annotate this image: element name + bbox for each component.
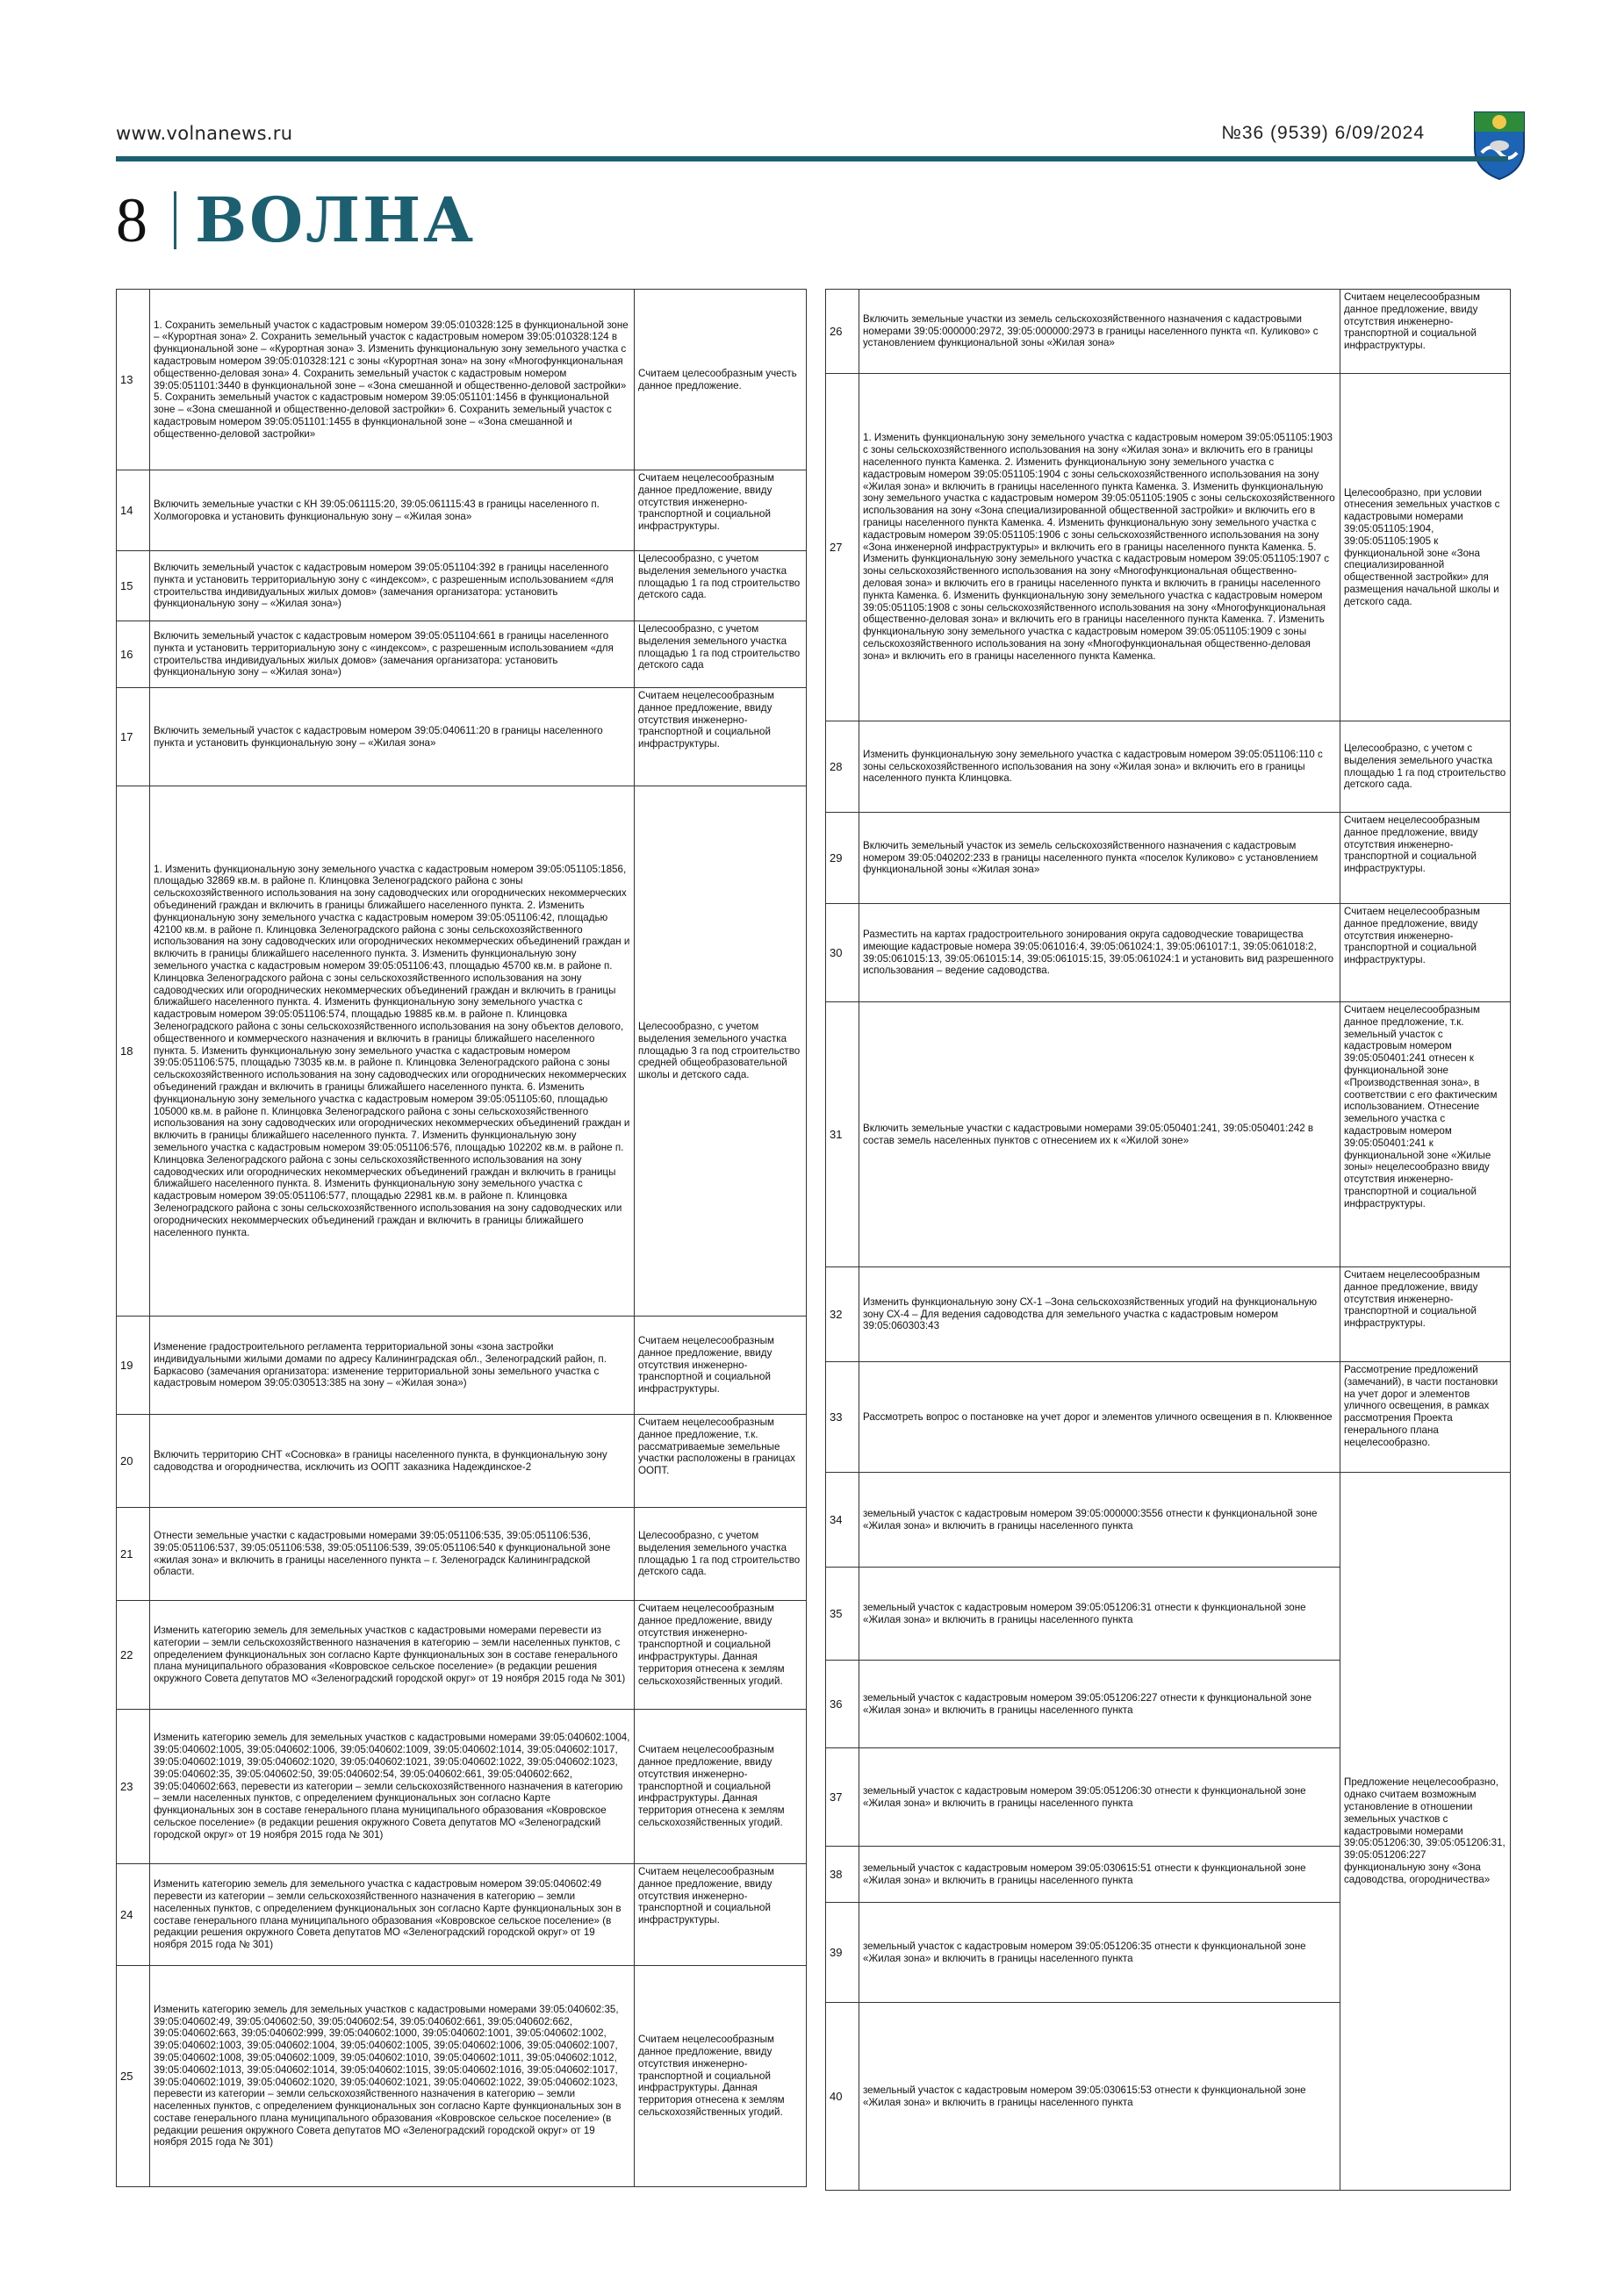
row-number: 27	[826, 374, 859, 721]
row-number: 24	[117, 1864, 150, 1966]
proposal-text: Разместить на картах градостроительного зонирования округа садоводческие товарищества имеющие кадастровые номера 39:05:061016:4, 39:05:061024:1, 39:05:061017:1, 39:05:061018:2, 39:05:061015:13, 39:05:061015:14, 39:05:061015:15, 39:05:061024:1 и установить вид разрешенного использования – ведение садоводства.	[859, 904, 1340, 1002]
proposal-text: Включить территорию СНТ «Сосновка» в границы населенного пункта, в функциональную зону садоводства и огородничества, исключить из ООПТ заказника Надеждинское-2	[150, 1415, 635, 1508]
right-table-column	[825, 289, 1510, 2191]
table-row	[826, 374, 1511, 721]
row-number: 37	[826, 1748, 859, 1847]
table-row	[117, 551, 807, 621]
proposal-text: Рассмотреть вопрос о постановке на учет дорог и элементов уличного освещения в п. Клюквенное	[859, 1362, 1340, 1473]
page-number: 8	[116, 185, 147, 255]
row-number: 34	[826, 1473, 859, 1568]
proposal-text: Изменить категорию земель для земельных участков с кадастровыми номерами перевести из категории – земли сельскохозяйственного назначения в категорию – земли населенных пунктов, с определением функциональных зон согласно Карте функциональных зон в составе генерального плана муниципального образования «Ковровское сельское поселение» (в редакции решения окружного Совета депутатов МО «Зеленоградский городской округ» от 19 ноября 2015 года № 301)	[150, 1601, 635, 1710]
row-number: 23	[117, 1710, 150, 1864]
proposal-text: Изменить категорию земель для земельных участков с кадастровыми номерами 39:05:040602:1004, 39:05:040602:1005, 39:05:040602:1006, 39:05:040602:1009, 39:05:040602:1014, 39:05:040602:1017, 39:05:040602:1019, 39:05:040602:1020, 39:05:040602:1021, 39:05:040602:1022, 39:05:040602:1023, 39:05:040602:35, 39:05:040602:50, 39:05:040602:54, 39:05:040602:661, 39:05:040602:662, 39:05:040602:663, перевести из категории – земли сельскохозяйственного назначения в категорию – земли населенных пунктов, с определением функциональных зон согласно Карте функциональных зон в составе генерального плана муниципального образования «Ковровское сельское поселение» (в редакции решения окружного Совета депутатов МО «Зеленоградский городской округ» от 19 ноября 2015 года № 301)	[150, 1710, 635, 1864]
row-number: 32	[826, 1267, 859, 1362]
proposal-text: земельный участок с кадастровым номером 39:05:030615:53 отнести к функциональной зоне «Жилая зона» и включить в границы населенного пункта	[859, 2003, 1340, 2191]
table-row	[117, 1415, 807, 1508]
proposal-text: Включить земельные участки из земель сельскохозяйственного назначения с кадастровыми номерами 39:05:000000:2972, 39:05:000000:2973 в границы населенного пункта «п. Куликово» с установлением функциональной зоны «Жилая зона»	[859, 290, 1340, 374]
row-number: 25	[117, 1966, 150, 2187]
conclusion-text: Считаем нецелесообразным данное предложение, ввиду отсутствия инженерно-транспортной и социальной инфраструктуры.	[1340, 904, 1511, 1002]
masthead-title: ВОЛНА	[195, 183, 477, 256]
row-number: 33	[826, 1362, 859, 1473]
row-number: 15	[117, 551, 150, 621]
conclusion-text: Считаем нецелесообразным данное предложение, ввиду отсутствия инженерно-транспортной и социальной инфраструктуры.	[635, 1864, 807, 1966]
row-number: 19	[117, 1317, 150, 1415]
row-number: 26	[826, 290, 859, 374]
newspaper-masthead	[195, 183, 477, 256]
proposal-text: земельный участок с кадастровым номером 39:05:030615:51 отнести к функциональной зоне «Жилая зона» и включить в границы населенного пункта	[859, 1847, 1340, 1903]
conclusion-text: Целесообразно, с учетом выделения земельного участка площадью 1 га под строительство детского сада.	[635, 551, 807, 621]
table-row	[117, 290, 807, 470]
table-row	[117, 1317, 807, 1415]
table-row	[826, 813, 1511, 904]
proposal-text: Изменение градостроительного регламента территориальной зоны «зона застройки индивидуальными жилыми домами по адресу Калининградская обл., Зеленоградский район, п. Баркасово (замечания организатора: изменение территориальной зоны земельного участка с кадастровым номером 39:05:030513:385 на зону – «Жилая зона»)	[150, 1317, 635, 1415]
row-number: 28	[826, 721, 859, 813]
conclusion-text: Считаем нецелесообразным данное предложение, ввиду отсутствия инженерно-транспортной и социальной инфраструктуры.	[1340, 813, 1511, 904]
proposal-text: Включить земельные участки с кадастровыми номерами 39:05:050401:241, 39:05:050401:242 в состав земель населенных пунктов с отнесением их к «Жилой зоне»	[859, 1002, 1340, 1267]
row-number: 17	[117, 688, 150, 786]
conclusion-text: Считаем нецелесообразным данное предложение, ввиду отсутствия инженерно-транспортной и социальной инфраструктуры.	[1340, 1267, 1511, 1362]
table-row	[117, 1508, 807, 1601]
row-number: 16	[117, 621, 150, 688]
proposal-text: 1. Изменить функциональную зону земельного участка с кадастровым номером 39:05:051105:1856, площадью 32869 кв.м. в районе п. Клинцовка Зеленоградского района с зоны сельскохозяйственного использования на зону садоводческих или огороднических некоммерческих объединений граждан и включить в границы ближайшего населенного пункта. 2. Изменить функциональную зону земельного участка с кадастровым номером 39:05:051106:42, площадью 42100 кв.м. в районе п. Клинцовка Зеленоградского района с зоны сельскохозяйственного использования на зону садоводческих или огороднических некоммерческих объединений граждан и включить в границы ближайшего населенного пункта. 3. Изменить функциональную зону земельного участка с кадастровым номером 39:05:051106:43, площадью 45700 кв.м. в районе п. Клинцовка Зеленоградского района с зоны сельскохозяйственного использования на зону садоводческих или огороднических некоммерческих объединений граждан и включить в границы ближайшего населенного пункта. 4. Изменить функциональную зону земельного участка с кадастровым номером 39:05:051106:574, площадью 19885 кв.м. в районе п. Клинцовка Зеленоградского района с зоны сельскохозяйственного использования на зону объектов делового, общественного и коммерческого назначения и включить в границы ближайшего населенного пункта. 5. Изменить функциональную зону земельного участка с кадастровым номером 39:05:051106:575, площадью 73035 кв.м. в районе п. Клинцовка Зеленоградского района с зоны сельскохозяйственного использования на зону садоводческих или огороднических некоммерческих объединений граждан и включить в границы ближайшего населенного пункта. 6. Изменить функциональную зону земельного участка с кадастровым номером 39:05:051105:60, площадью 105000 кв.м. в районе п. Клинцовка Зеленоградского района с зоны сельскохозяйственного использования на зону садоводческих или огороднических некоммерческих объединений граждан и включить в границы ближайшего населенного пункта. 7. Изменить функциональную зону земельного участка с кадастровым номером 39:05:051106:576, площадью 102202 кв.м. в районе п. Клинцовка Зеленоградского района с зоны сельскохозяйственного использования на зону садоводческих или огороднических некоммерческих объединений граждан и включить в границы ближайшего населенного пункта. 8. Изменить функциональную зону земельного участка с кадастровым номером 39:05:051106:577, площадью 22981 кв.м. в районе п. Клинцовка Зеленоградского района с зоны сельскохозяйственного использования на зону садоводческих или огороднических некоммерческих объединений граждан и включить в границы ближайшего населенного пункта.	[150, 786, 635, 1317]
conclusion-text: Считаем нецелесообразным данное предложение, ввиду отсутствия инженерно-транспортной и социальной инфраструктуры. Данная территория отнесена к землям сельскохозяйственных угодий.	[635, 1710, 807, 1864]
row-number: 18	[117, 786, 150, 1317]
site-url[interactable]: www.volnanews.ru	[116, 123, 293, 144]
table-row	[826, 1267, 1511, 1362]
proposal-text: земельный участок с кадастровым номером 39:05:051206:31 отнести к функциональной зоне «Жилая зона» и включить в границы населенного пункта	[859, 1568, 1340, 1661]
conclusion-text: Считаем нецелесообразным данное предложение, ввиду отсутствия инженерно-транспортной и социальной инфраструктуры.	[635, 1317, 807, 1415]
proposal-text: Изменить функциональную зону земельного участка с кадастровым номером 39:05:051106:110 с зоны сельскохозяйственного использования на зону «Жилая зона» и включить его в границы населенного пункта Клинцовка.	[859, 721, 1340, 813]
table-row	[117, 621, 807, 688]
proposal-text: земельный участок с кадастровым номером 39:05:051206:227 отнести к функциональной зоне «Жилая зона» и включить в границы населенного пункта	[859, 1661, 1340, 1748]
table-row	[117, 470, 807, 551]
proposal-text: Отнести земельные участки с кадастровыми номерами 39:05:051106:535, 39:05:051106:536, 39:05:051106:537, 39:05:051106:538, 39:05:051106:539, 39:05:051106:540 к функциональной зоне «жилая зона» и включить в границы населенного пункта – г. Зеленоградск Калининградской области.	[150, 1508, 635, 1601]
issue-number-date: №36 (9539) 6/09/2024	[1221, 123, 1425, 143]
left-table-column	[116, 289, 806, 2187]
conclusion-text: Рассмотрение предложений (замечаний), в части постановки на учет дорог и элементов уличного освещения, в рамках рассмотрения Проекта генерального плана нецелесообразно.	[1340, 1362, 1511, 1473]
proposal-text: земельный участок с кадастровым номером 39:05:051206:30 отнести к функциональной зоне «Жилая зона» и включить в границы населенного пункта	[859, 1748, 1340, 1847]
row-number: 30	[826, 904, 859, 1002]
proposal-text: Включить земельный участок из земель сельскохозяйственного назначения с кадастровым номером 39:05:040202:233 в границы населенного пункта «поселок Куликово» с установлением функциональной зоны «Жилая зона»	[859, 813, 1340, 904]
table-row	[826, 721, 1511, 813]
proposal-text: Изменить категорию земель для земельного участка с кадастровым номером 39:05:040602:49 перевести из категории – земли сельскохозяйственного назначения в категорию – земли населенных пунктов, с определением функциональных зон согласно Карте функциональных зон в составе генерального плана муниципального образования «Ковровское сельское поселение» (в редакции решения окружного Совета депутатов МО «Зеленоградский городской округ» от 19 ноября 2015 года № 301)	[150, 1864, 635, 1966]
table-row	[117, 1864, 807, 1966]
proposal-text: Включить земельный участок с кадастровым номером 39:05:051104:661 в границы населенного пункта и установить территориальную зону с «индексом», с разрешенным использованием «для строительства индивидуальных жилых домов» (замечания организатора: установить функциональную зону – «Жилая зона»)	[150, 621, 635, 688]
proposal-text: Изменить функциональную зону СХ-1 –Зона сельскохозяйственных угодий на функциональную зону СХ-4 – Для ведения садоводства для земельного участка с кадастровым номером 39:05:060303:43	[859, 1267, 1340, 1362]
proposals-table-right	[825, 289, 1511, 2191]
conclusion-text: Считаем нецелесообразным данное предложение, ввиду отсутствия инженерно-транспортной и социальной инфраструктуры.	[1340, 290, 1511, 374]
conclusion-text: Целесообразно, с учетом выделения земельного участка площадью 1 га под строительство детского сада.	[635, 1508, 807, 1601]
row-number: 38	[826, 1847, 859, 1903]
proposal-text: Включить земельный участок с кадастровым номером 39:05:051104:392 в границы населенного пункта и установить территориальную зону с «индексом», с разрешенным использованием «для строительства индивидуальных жилых домов» (замечания организатора: установить функциональную зону – «Жилая зона»)	[150, 551, 635, 621]
conclusion-text: Целесообразно, с учетом с выделения земельного участка площадью 1 га под строительство детского сада.	[1340, 721, 1511, 813]
row-number: 20	[117, 1415, 150, 1508]
row-number: 22	[117, 1601, 150, 1710]
conclusion-text: Считаем нецелесообразным данное предложение, ввиду отсутствия инженерно-транспортной и социальной инфраструктуры. Данная территория отнесена к землям сельскохозяйственных угодий.	[635, 1601, 807, 1710]
row-number: 36	[826, 1661, 859, 1748]
proposal-text: Изменить категорию земель для земельных участков с кадастровыми номерами 39:05:040602:35, 39:05:040602:49, 39:05:040602:50, 39:05:040602:54, 39:05:040602:661, 39:05:040602:662, 39:05:040602:663, 39:05:040602:999, 39:05:040602:1000, 39:05:040602:1001, 39:05:040602:1002, 39:05:040602:1003, 39:05:040602:1004, 39:05:040602:1005, 39:05:040602:1006, 39:05:040602:1007, 39:05:040602:1008, 39:05:040602:1009, 39:05:040602:1010, 39:05:040602:1011, 39:05:040602:1012, 39:05:040602:1013, 39:05:040602:1014, 39:05:040602:1015, 39:05:040602:1016, 39:05:040602:1017, 39:05:040602:1019, 39:05:040602:1020, 39:05:040602:1021, 39:05:040602:1022, 39:05:040602:1023, перевести из категории – земли сельскохозяйственного назначения в категорию – земли населенных пунктов, с определением функциональных зон согласно Карте функциональных зон в составе генерального плана муниципального образования «Ковровское сельское поселение» (в редакции решения окружного Совета депутатов МО «Зеленоградский городской округ» от 19 ноября 2015 года № 301)	[150, 1966, 635, 2187]
table-row	[117, 786, 807, 1317]
header-rule	[116, 156, 1508, 161]
conclusion-text: Целесообразно, при условии отнесения земельных участков с кадастровыми номерами 39:05:051105:1904, 39:05:051105:1905 к функциональной зоне «Зона специализированной общественной застройки» для размещения начальной школы и детского сада.	[1340, 374, 1511, 721]
row-number: 13	[117, 290, 150, 470]
row-number: 14	[117, 470, 150, 551]
conclusion-text: Целесообразно, с учетом выделения земельного участка площадью 3 га под строительство средней общеобразовательной школы и детского сада.	[635, 786, 807, 1317]
proposal-text: Включить земельный участок с кадастровым номером 39:05:040611:20 в границы населенного пункта и установить функциональную зону – «Жилая зона»	[150, 688, 635, 786]
row-number: 35	[826, 1568, 859, 1661]
table-row	[117, 1601, 807, 1710]
row-number: 40	[826, 2003, 859, 2191]
conclusion-text: Считаем целесообразным учесть данное предложение.	[635, 290, 807, 470]
conclusion-text: Считаем нецелесообразным данное предложение, т.к. земельный участок с кадастровым номером 39:05:050401:241 отнесен к функциональной зоне «Производственная зона», в соответствии с его фактическим использованием. Отнесение земельного участка с кадастровым номером 39:05:050401:241 к функциональной зоне «Жилые зоны» нецелесообразно ввиду отсутствия инженерно-транспортной и социальной инфраструктуры.	[1340, 1002, 1511, 1267]
conclusion-text: Целесообразно, с учетом выделения земельного участка площадью 1 га под строительство детского сада	[635, 621, 807, 688]
coat-of-arms-icon	[1471, 107, 1527, 181]
table-row	[117, 688, 807, 786]
conclusion-text: Считаем нецелесообразным данное предложение, ввиду отсутствия инженерно-транспортной и социальной инфраструктуры. Данная территория отнесена к землям сельскохозяйственных угодий.	[635, 1966, 807, 2187]
proposal-text: 1. Сохранить земельный участок с кадастровым номером 39:05:010328:125 в функциональной зоне – «Курортная зона» 2. Сохранить земельный участок с кадастровым номером 39:05:010328:124 в функциональной зоне – «Курортная зона» 3. Изменить функциональную зону земельного участка с кадастровым номером 39:05:010328:121 с зоны «Курортная зона» на зону «Многофункциональная общественно-деловая зона» 4. Сохранить земельный участок с кадастровым номером 39:05:051101:3440 в функциональной зоне – «Зона смешанной и общественно-деловой застройки» 5. Сохранить земельный участок с кадастровым номером 39:05:051101:1456 в функциональной зоне – «Зона смешанной и общественно-деловой застройки» 6. Сохранить земельный участок с кадастровым номером 39:05:051101:1455 в функциональной зоне – «Зона смешанной и общественно-деловой застройки»	[150, 290, 635, 470]
proposal-text: земельный участок с кадастровым номером 39:05:000000:3556 отнести к функциональной зоне «Жилая зона» и включить в границы населенного пункта	[859, 1473, 1340, 1568]
row-number: 31	[826, 1002, 859, 1267]
table-row	[826, 904, 1511, 1002]
masthead-divider	[174, 191, 176, 249]
row-number: 39	[826, 1903, 859, 2003]
conclusion-text: Считаем нецелесообразным данное предложение, т.к. рассматриваемые земельные участки расположены в границах ООПТ.	[635, 1415, 807, 1508]
table-row	[826, 1002, 1511, 1267]
proposal-text: земельный участок с кадастровым номером 39:05:051206:35 отнести к функциональной зоне «Жилая зона» и включить в границы населенного пункта	[859, 1903, 1340, 2003]
merged-conclusion-text: Предложение нецелесообразно, однако считаем возможным установление в отношении земельных участков с кадастровыми номерами 39:05:051206:30, 39:05:051206:31, 39:05:051206:227 функциональную зону «Зона садоводства, огородничества»	[1340, 1473, 1511, 2191]
row-number: 21	[117, 1508, 150, 1601]
proposals-table-left	[116, 289, 807, 2187]
proposal-text: 1. Изменить функциональную зону земельного участка с кадастровым номером 39:05:051105:1903 с зоны сельскохозяйственного использования на зону «Жилая зона» и включить его в границы населенного пункта Каменка. 2. Изменить функциональную зону земельного участка с кадастровым номером 39:05:051105:1904 с зоны сельскохозяйственного использования на зону «Жилая зона» и включить в границы населенного пункта Каменка. 3. Изменить функциональную зону земельного участка с кадастровым номером 39:05:051105:1905 с зоны сельскохозяйственного использования на зону «Зона специализированной общественной застройки» и включить его в границы населенного пункта Каменка. 4. Изменить функциональную зону земельного участка с кадастровым номером 39:05:051105:1906 с зоны сельскохозяйственного использования на зону «Зона инженерной инфраструктуры» и включить его в границы населенного пункта Каменка. 5. Изменить функциональную зону земельного участка с кадастровым номером 39:05:051105:1907 с зоны сельскохозяйственного использования на зону «Многофункциональная общественно-деловая зона» и включить его в границы населенного пункта и включить в границы населенного пункта Каменка. 6. Изменить функциональную зону земельного участка с кадастровым номером 39:05:051105:1908 с зоны сельскохозяйственного использования на зону «Многофункциональная общественно-деловая зона» и включить его в границы населенного пункта Каменка. 7. Изменить функциональную зону земельного участка с кадастровым номером 39:05:051105:1909 с зоны сельскохозяйственного использования на зону «Многофункциональная общественно-деловая зона» и включить его в границы населенного пункта Каменка.	[859, 374, 1340, 721]
table-row	[117, 1710, 807, 1864]
table-row	[826, 290, 1511, 374]
conclusion-text: Считаем нецелесообразным данное предложение, ввиду отсутствия инженерно-транспортной и социальной инфраструктуры.	[635, 470, 807, 551]
row-number: 29	[826, 813, 859, 904]
proposal-text: Включить земельные участки с КН 39:05:061115:20, 39:05:061115:43 в границы населенного п. Холмогоровка и установить функциональную зону – «Жилая зона»	[150, 470, 635, 551]
conclusion-text: Считаем нецелесообразным данное предложение, ввиду отсутствия инженерно-транспортной и социальной инфраструктуры.	[635, 688, 807, 786]
table-row	[117, 1966, 807, 2187]
table-row	[826, 1473, 1511, 1568]
table-row	[826, 1362, 1511, 1473]
